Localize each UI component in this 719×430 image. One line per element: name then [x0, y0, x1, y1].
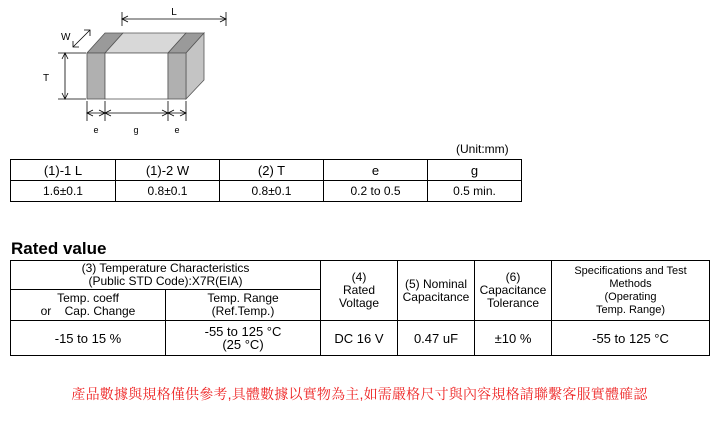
chip-capacitor-diagram	[0, 0, 260, 140]
capacitance-tolerance-value: ±10 %	[475, 321, 552, 356]
rated-voltage-line-1: (4)	[351, 270, 367, 284]
rated-value-row	[11, 321, 710, 356]
temp-coeff-line-1: Temp. coeff	[57, 291, 119, 305]
dimensions-value-row	[11, 181, 522, 202]
header-e: e	[324, 160, 428, 181]
temp-coeff-value: -15 to 15 %	[11, 321, 166, 356]
rated-voltage-line-3: Voltage	[338, 296, 380, 310]
rated-voltage-line-2: Rated	[342, 283, 376, 297]
header-width: (1)-2 W	[116, 160, 220, 181]
value-g: 0.5 min.	[428, 181, 522, 202]
header-thickness: (2) T	[220, 160, 324, 181]
nominal-cap-line-1: (5) Nominal	[404, 276, 467, 291]
rated-header-row-1	[11, 261, 710, 290]
value-width: 0.8±0.1	[116, 181, 220, 202]
length-label: L	[171, 7, 177, 18]
temp-range-value-line-1: -55 to 125 °C	[204, 324, 282, 339]
spec-line-4: Temp. Range)	[595, 303, 666, 316]
temp-char-line-2: (Public STD Code):X7R(EIA)	[88, 274, 243, 288]
bottom-dimensions	[87, 101, 186, 121]
width-dimension	[73, 30, 90, 47]
value-e: 0.2 to 0.5	[324, 181, 428, 202]
thickness-dimension	[58, 53, 86, 99]
specifications-header	[552, 261, 710, 321]
e-left-label: e	[93, 125, 99, 135]
body-front	[105, 53, 168, 99]
capacitance-tolerance-header	[475, 261, 552, 321]
rated-voltage-header	[321, 261, 398, 321]
temp-range-line-2: (Ref.Temp.)	[211, 304, 275, 318]
unit-label: (Unit:mm)	[456, 142, 509, 156]
value-thickness: 0.8±0.1	[220, 181, 324, 202]
rated-value-title: Rated value	[11, 239, 107, 258]
dimensions-table	[10, 159, 522, 202]
temp-range-header	[166, 290, 321, 321]
left-terminal-front	[87, 53, 105, 99]
cap-tol-line-2: Capacitance	[479, 283, 547, 297]
temp-coeff-header	[11, 290, 166, 321]
gap-label: g	[133, 125, 139, 135]
cap-tol-line-3: Tolerance	[486, 296, 540, 310]
spec-line-2: Methods	[609, 277, 652, 290]
spec-line-3: (Operating	[604, 290, 657, 303]
temp-char-line-1: (3) Temperature Characteristics	[81, 261, 250, 275]
temp-coeff-line-2: or Cap. Change	[40, 304, 136, 318]
temp-characteristics-header	[11, 261, 321, 290]
temp-range-value	[166, 321, 321, 356]
nominal-capacitance-value: 0.47 uF	[398, 321, 475, 356]
nominal-cap-line-2: Capacitance	[402, 289, 470, 304]
operating-range-value: -55 to 125 °C	[552, 321, 710, 356]
rated-value-table	[10, 260, 710, 356]
header-length: (1)-1 L	[11, 160, 116, 181]
cap-tol-line-1: (6)	[505, 270, 521, 284]
disclaimer-notice: 產品數據與規格僅供參考,具體數據以實物為主,如需嚴格尺寸與內容規格請聯繫客服實體確認	[71, 386, 648, 402]
temp-range-value-line-2: (25 °C)	[222, 337, 264, 352]
right-terminal-front	[168, 53, 186, 99]
width-label: W	[61, 32, 71, 43]
dimensions-header-row	[11, 160, 522, 181]
nominal-capacitance-header	[398, 261, 475, 321]
value-length: 1.6±0.1	[11, 181, 116, 202]
header-g: g	[428, 160, 522, 181]
e-right-label: e	[174, 125, 180, 135]
rated-voltage-value: DC 16 V	[321, 321, 398, 356]
spec-line-1: Specifications and Test	[574, 264, 687, 277]
temp-range-line-1: Temp. Range	[207, 291, 279, 305]
thickness-label: T	[43, 73, 50, 84]
